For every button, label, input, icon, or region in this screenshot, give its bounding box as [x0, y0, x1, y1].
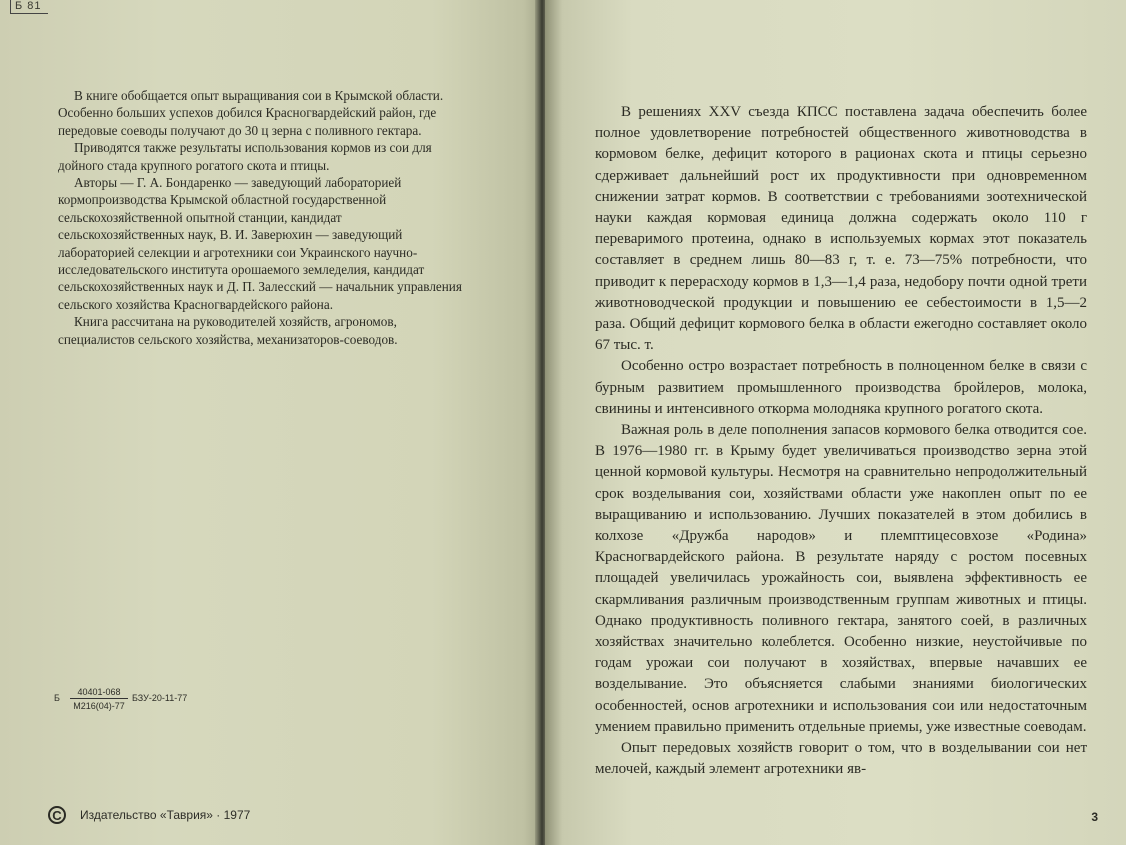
annotation-text [58, 87, 466, 348]
catalog-letter: Б [54, 693, 60, 703]
annotation-paragraph-1: В книге обобщается опыт выращивания сои в Крымской области. Особенно больших успехов добился Красногвардейский район, где передовые соеводы получают до 30 ц зерна с поливного гектара. [58, 88, 444, 138]
body-paragraph-3: Важная роль в деле пополнения запасов кормового белка отводится сое. В 1976—1980 гг. в Крыму будет увеличиваться производство зерна этой ценной кормовой культуры. Несмотря на сравнительно непродолжительный срок возделывания сои, хозяйствами области уже накоплен опыт по ее выращиванию и использованию. Лучших показателей в этом добились в колхозе «Дружба народов» и племптицесовхозе «Родина» Красногвардейского района. В результате наряду с ростом посевных площадей увеличилась урожайность сои, выявлена эффективность ее скармливания различным производственным группам животных и птицы. Однако продуктивность поливного гектара, занятого соей, в различных хозяйствах значительно колеблется. Особенно низкие, неустойчивые по годам урожаи сои получают в хозяйствах, впервые начавших ее возделывание. Это объясняется слабыми знаниями биологических особенностей, основ агротехники и использования сои или недостаточным умением правильно применить отдельные приемы, уже известные соеводам. [595, 422, 1087, 735]
body-paragraph-1: В решениях XXV съезда КПСС поставлена задача обеспечить более полное удовлетворение потребностей общественного животноводства в кормовом белке, дефицит которого в рационах скота и птицы серьезно сдерживает дальнейший рост их продуктивности при одновременном снижении затрат кормов. В соответствии с требованиями зоотехнической науки каждая кормовая единица должна содержать около 110 г переваримого протеина, однако в используемых кормах этот показатель составляет в среднем лишь 80—83 г, т. е. 73—75% потребности, что приводит к перерасходу кормов в 1,3—1,4 раза, недобору почти одной трети животноводческой продукции и повышению ее себестоимости в 1,5—2 раза. Общий дефицит кормового белка в области ежегодно составляет около 67 тыс. т. [595, 104, 1087, 354]
catalog-numerator: 40401-068 [70, 687, 128, 699]
copyright-icon: C [48, 806, 66, 824]
library-mark: Б 81 [10, 0, 48, 14]
authors-paragraph: Авторы — Г. А. Бондаренко — заведующий лабораторией кормопроизводства Крымской областной государственной сельскохозяйственной опытной станции, кандидат сельскохозяйственных наук, В. И. Заверюхин — заведующий лабораторией селекции и агротехники сои Украинского научно-исследовательского института орошаемого земледелия, кандидат сельскохозяйственных наук и Д. П. Залесский — начальник управления сельского хозяйства Красногвардейского района. [58, 175, 462, 312]
catalog-code: БЗУ-20-11-77 [132, 693, 188, 703]
right-page [545, 0, 1126, 845]
body-paragraph-2: Особенно остро возрастает потребность в полноценном белке в связи с бурным развитием промышленного производства бройлеров, молока, свинины и интенсивного откорма молодняка крупного рогатого скота. [595, 358, 1087, 417]
body-text [595, 102, 1087, 781]
publisher-line [48, 806, 250, 824]
body-paragraph-4: Опыт передовых хозяйств говорит о том, что в возделывании сои нет мелочей, каждый элемент агротехники яв- [595, 740, 1087, 778]
catalog-fraction [70, 687, 128, 711]
publisher-text: Издательство «Таврия» · 1977 [80, 808, 251, 822]
audience-paragraph: Книга рассчитана на руководителей хозяйств, агрономов, специалистов сельского хозяйства, механизаторов-соеводов. [58, 314, 398, 347]
page-number: 3 [1091, 810, 1098, 824]
left-page [0, 0, 540, 845]
annotation-paragraph-2: Приводятся также результаты использования кормов из сои для дойного стада крупного рогатого скота и птицы. [58, 140, 432, 173]
catalog-denominator: М216(04)-77 [73, 701, 125, 711]
